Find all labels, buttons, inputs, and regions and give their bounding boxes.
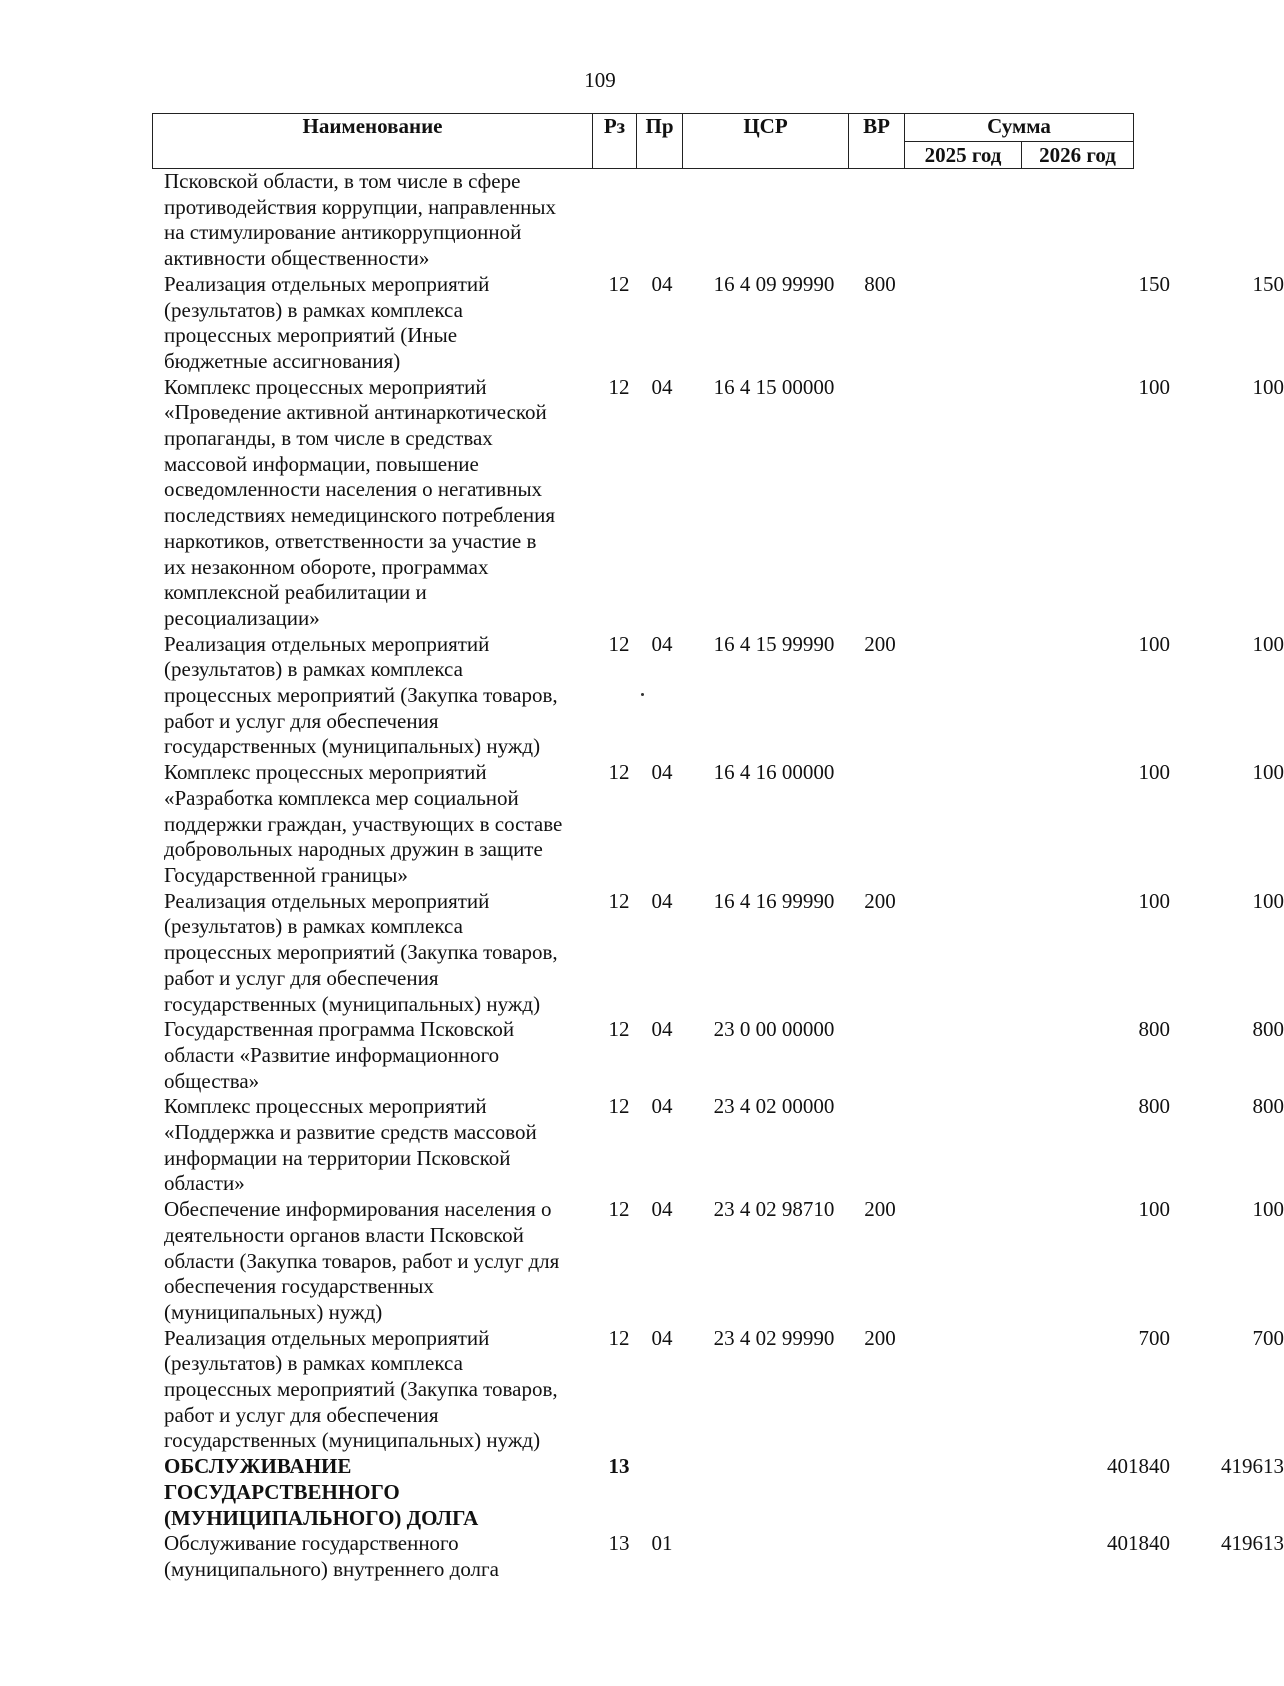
row-vr: 200 [864, 1325, 896, 1350]
row-sum-2025: 700 [1138, 1325, 1170, 1350]
row-sum-2026: 100 [1252, 374, 1284, 399]
row-sum-2025: 100 [1138, 888, 1170, 913]
row-sum-2025: 401840 [1107, 1531, 1170, 1556]
row-rz: 13 [608, 1531, 630, 1556]
table-row [164, 888, 1284, 1018]
column-header-rz: Рз [593, 114, 637, 169]
row-vr: 800 [864, 271, 896, 296]
row-sum-2026: 700 [1252, 1325, 1284, 1350]
table-row [164, 271, 1284, 375]
row-sum-2026: 419613 [1221, 1531, 1284, 1556]
row-pr: 01 [651, 1531, 673, 1556]
row-vr: 200 [864, 888, 896, 913]
row-name: Реализация отдельных мероприятий (результатов) в рамках комплекса процессных мероприятий (Закупка товаров, работ и услуг для обеспечения государственных (муниципальных) нужд) [164, 1325, 558, 1453]
row-pr: 04 [651, 888, 673, 913]
scan-speck [641, 693, 644, 696]
row-rz: 13 [608, 1454, 630, 1479]
row-sum-2025: 401840 [1107, 1454, 1170, 1479]
row-pr: 04 [651, 1017, 673, 1042]
row-rz: 12 [608, 631, 630, 656]
row-csr: 23 0 00 00000 [713, 1017, 835, 1042]
row-csr: 16 4 09 99990 [713, 271, 835, 296]
row-name: Комплекс процессных мероприятий «Проведение активной антинаркотической пропаганды, в том числе в средствах массовой информации, повышение осведомленности населения о негативных последствиях немедицинского потребления наркотиков, ответственности за участие в их незаконном обороте, программах комплексной реабилитации и ресоциализации» [164, 374, 555, 630]
row-name: Обеспечение информирования населения о деятельности органов власти Псковской области (Закупка товаров, работ и услуг для обеспечения государственных (муниципальных) нужд) [164, 1197, 560, 1324]
page-number: 109 [584, 68, 616, 92]
row-sum-2026: 800 [1252, 1094, 1284, 1119]
table-row [164, 760, 1284, 889]
table-row [164, 169, 1124, 272]
row-sum-2026: 100 [1252, 631, 1284, 656]
row-name: ОБСЛУЖИВАНИЕ ГОСУДАРСТВЕННОГО (МУНИЦИПАЛЬНОГО) ДОЛГА [164, 1454, 479, 1530]
column-header-sum: Сумма [905, 114, 1134, 142]
row-name: Псковской области, в том числе в сфере противодействия коррупции, направленных на стимулирование антикоррупционной активности общественности» [164, 169, 557, 271]
row-sum-2025: 100 [1138, 631, 1170, 656]
column-header-2026: 2026 год [1022, 141, 1134, 169]
row-csr: 23 4 02 00000 [713, 1094, 835, 1119]
row-rz: 12 [608, 374, 630, 399]
row-sum-2026: 100 [1252, 1197, 1284, 1222]
row-sum-2026: 150 [1252, 271, 1284, 296]
table-row [164, 1531, 1284, 1582]
row-csr: 16 4 15 99990 [713, 631, 835, 656]
row-sum-2025: 100 [1138, 1197, 1170, 1222]
row-csr: 16 4 15 00000 [713, 374, 835, 399]
table-body [164, 169, 1284, 1583]
row-rz: 12 [608, 1197, 630, 1222]
row-sum-2025: 800 [1138, 1017, 1170, 1042]
row-sum-2026: 100 [1252, 888, 1284, 913]
row-csr: 16 4 16 99990 [713, 888, 835, 913]
row-csr: 23 4 02 98710 [713, 1197, 835, 1222]
row-name: Обслуживание государственного (муниципального) внутреннего долга [164, 1531, 499, 1581]
row-sum-2026: 800 [1252, 1017, 1284, 1042]
row-name: Реализация отдельных мероприятий (результатов) в рамках комплекса процессных мероприятий (Иные бюджетные ассигнования) [164, 271, 490, 373]
row-pr: 04 [651, 760, 673, 785]
row-sum-2026: 419613 [1221, 1454, 1284, 1479]
row-csr: 23 4 02 99990 [713, 1325, 835, 1350]
row-name: Реализация отдельных мероприятий (результатов) в рамках комплекса процессных мероприятий (Закупка товаров, работ и услуг для обеспечения государственных (муниципальных) нужд) [164, 888, 558, 1016]
table-row [164, 1017, 1284, 1094]
row-name: Комплекс процессных мероприятий «Поддержка и развитие средств массовой информации на территории Псковской области» [164, 1094, 537, 1196]
row-sum-2025: 100 [1138, 374, 1170, 399]
row-pr: 04 [651, 631, 673, 656]
row-sum-2025: 100 [1138, 760, 1170, 785]
row-rz: 12 [608, 271, 630, 296]
column-header-pr: Пр [637, 114, 683, 169]
column-header-vr: ВР [849, 114, 905, 169]
row-rz: 12 [608, 888, 630, 913]
row-rz: 12 [608, 1017, 630, 1042]
row-sum-2026: 100 [1252, 760, 1284, 785]
table-row [164, 1094, 1284, 1197]
row-rz: 12 [608, 1325, 630, 1350]
table-row [164, 1325, 1284, 1455]
column-header-2025: 2025 год [905, 141, 1022, 169]
row-pr: 04 [651, 1325, 673, 1350]
table-row [164, 374, 1284, 632]
row-rz: 12 [608, 760, 630, 785]
table-row [164, 1454, 1284, 1531]
row-pr: 04 [651, 271, 673, 296]
row-sum-2025: 150 [1138, 271, 1170, 296]
table-row [164, 1197, 1284, 1326]
row-pr: 04 [651, 1094, 673, 1119]
row-pr: 04 [651, 1197, 673, 1222]
row-vr: 200 [864, 1197, 896, 1222]
column-header-name: Наименование [153, 114, 593, 169]
row-name: Государственная программа Псковской области «Развитие информационного общества» [164, 1017, 515, 1093]
row-name: Реализация отдельных мероприятий (результатов) в рамках комплекса процессных мероприятий (Закупка товаров, работ и услуг для обеспечения государственных (муниципальных) нужд) [164, 631, 558, 759]
row-name: Комплекс процессных мероприятий «Разработка комплекса мер социальной поддержки граждан, участвующих в составе добровольных народных дружин в защите Государственной границы» [164, 760, 563, 887]
column-header-csr: ЦСР [683, 114, 849, 169]
row-csr: 16 4 16 00000 [713, 760, 835, 785]
row-rz: 12 [608, 1094, 630, 1119]
table-header [152, 113, 1134, 169]
row-vr: 200 [864, 631, 896, 656]
table-row [164, 631, 1284, 761]
row-sum-2025: 800 [1138, 1094, 1170, 1119]
row-pr: 04 [651, 374, 673, 399]
